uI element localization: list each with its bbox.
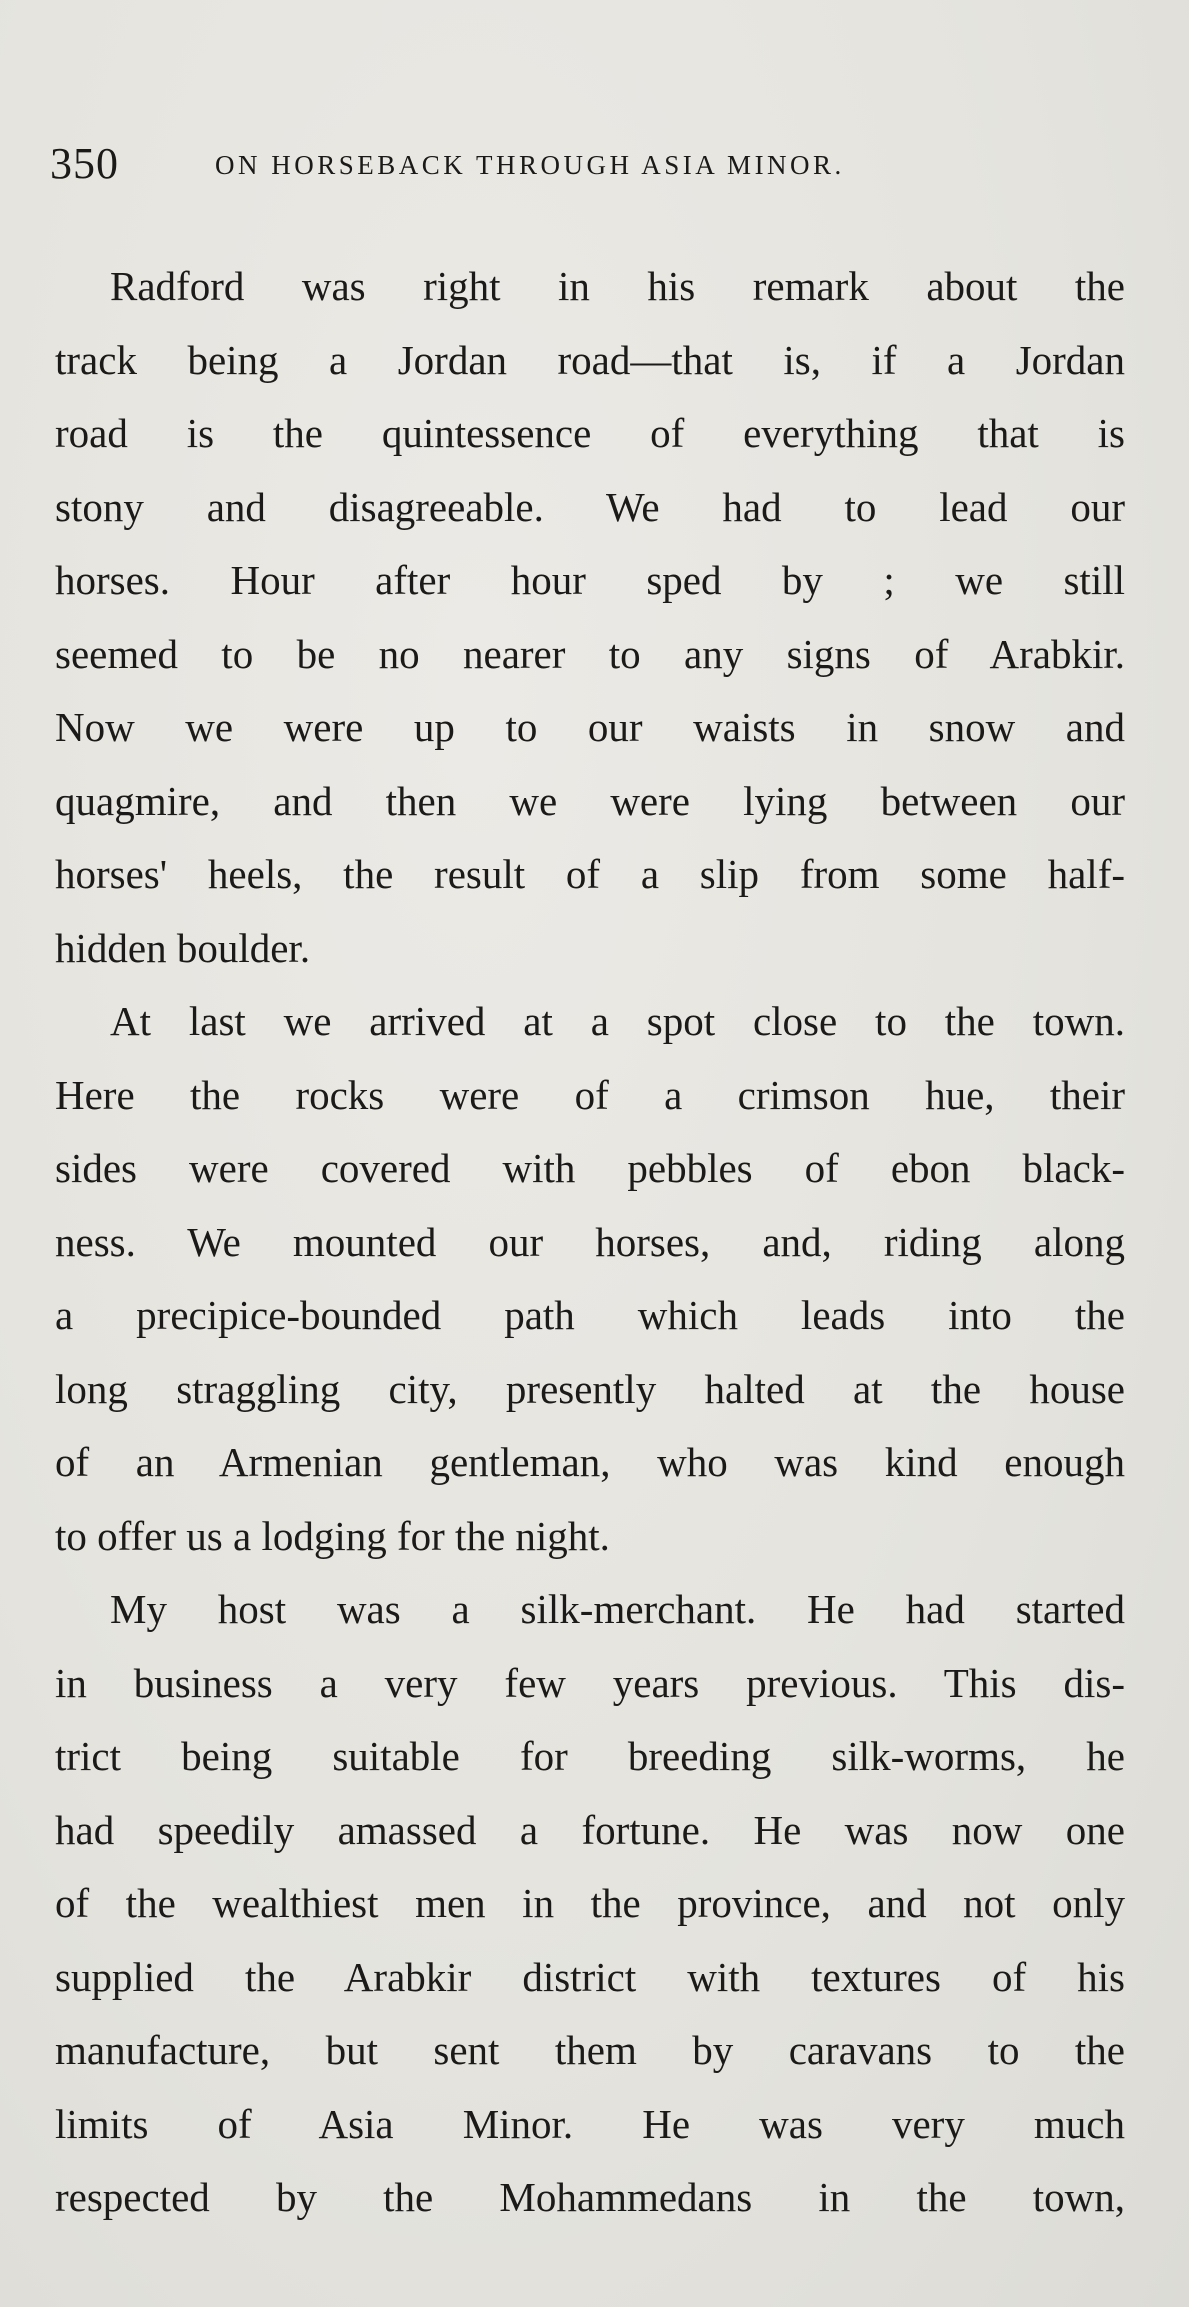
text-line: ness. We mounted our horses, and, riding along	[55, 1218, 1125, 1265]
paragraph-2	[55, 985, 1125, 1573]
text-line: a precipice-bounded path which leads into the	[55, 1292, 1125, 1338]
text-line: to offer us a lodging for the night.	[55, 1512, 610, 1559]
text-line: road is the quintessence of everything that is	[55, 410, 1125, 456]
text-line: limits of Asia Minor. He was very much	[55, 2100, 1125, 2147]
text-line: long straggling city, presently halted at the house	[55, 1365, 1125, 1412]
text-line: of an Armenian gentleman, who was kind enough	[55, 1439, 1125, 1485]
text-line: horses. Hour after hour sped by ; we still	[55, 557, 1125, 603]
text-line: in business a very few years previous. This dis-	[55, 1659, 1125, 1706]
text-line: manufacture, but sent them by caravans to the	[55, 2027, 1125, 2073]
text-line: hidden boulder.	[55, 924, 311, 971]
body-text	[55, 250, 1125, 2235]
text-line: track being a Jordan road—that is, if a Jordan	[55, 336, 1125, 383]
text-line: had speedily amassed a fortune. He was now one	[55, 1806, 1125, 1853]
text-line: seemed to be no nearer to any signs of Arabkir.	[55, 630, 1125, 677]
text-line: quagmire, and then we were lying between our	[55, 777, 1125, 824]
running-title: ON HORSEBACK THROUGH ASIA MINOR.	[215, 150, 845, 180]
text-line: stony and disagreeable. We had to lead our	[55, 483, 1125, 530]
text-line: of the wealthiest men in the province, and not only	[55, 1880, 1125, 1926]
text-line: At last we arrived at a spot close to the town.	[110, 998, 1125, 1044]
page-number: 350	[50, 139, 119, 188]
text-line: My host was a silk-merchant. He had started	[110, 1586, 1125, 1632]
text-line: trict being suitable for breeding silk-worms, he	[55, 1733, 1125, 1779]
paragraph-3	[55, 1573, 1125, 2235]
text-line: supplied the Arabkir district with textures of his	[55, 1953, 1125, 2000]
text-line: sides were covered with pebbles of ebon black-	[55, 1145, 1125, 1191]
text-line: respected by the Mohammedans in the town,	[55, 2174, 1125, 2220]
text-line: Here the rocks were of a crimson hue, their	[55, 1071, 1125, 1118]
paragraph-1	[55, 250, 1125, 985]
text-line: Radford was right in his remark about the	[110, 263, 1125, 309]
text-line: Now we were up to our waists in snow and	[55, 704, 1125, 750]
running-head	[50, 138, 1130, 198]
text-line: horses' heels, the result of a slip from some half-	[55, 851, 1125, 897]
